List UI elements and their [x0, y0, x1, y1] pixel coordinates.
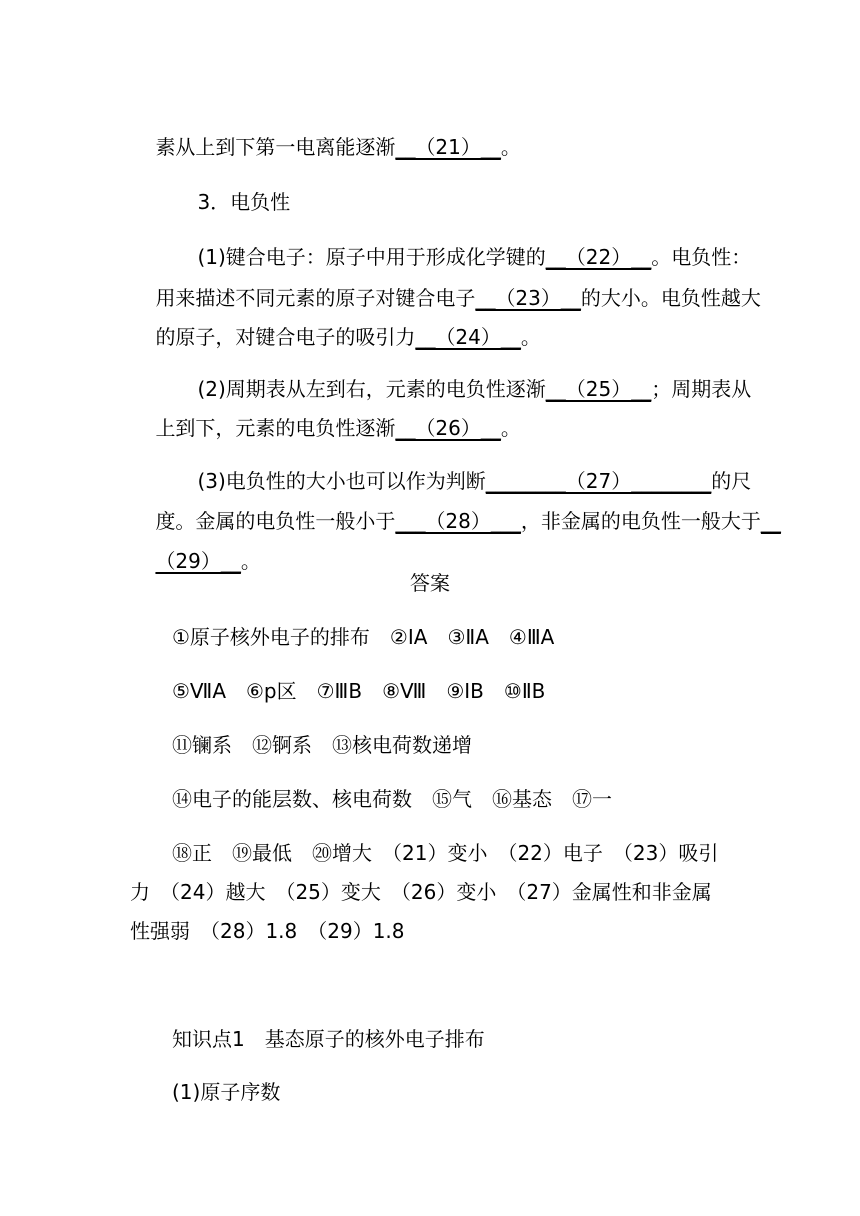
knowledge-point-heading: 知识点1 基态原子的核外电子排布	[172, 1027, 485, 1051]
line-text: ；周期表从	[651, 377, 752, 401]
text-line-1	[130, 102, 521, 159]
text-line-5	[130, 292, 541, 349]
answer-line-1: ①原子核外电子的排布 ②ⅠA ③ⅡA ④ⅢA	[172, 625, 555, 649]
section-heading-electronegativity	[172, 157, 291, 214]
fill-blank-23: __（23）__	[475, 286, 581, 310]
line-text: 用来描述不同元素的原子对键合电子	[155, 286, 476, 310]
line-text: 度。金属的电负性一般小于	[155, 509, 396, 533]
text-line-9	[130, 476, 781, 533]
line-text: 。	[500, 416, 521, 440]
line-text: (3)电负性的大小也可以作为判断	[197, 469, 486, 493]
text-line-3	[172, 212, 752, 269]
answer-line-4: ⑭电子的能层数、核电荷数 ⑮气 ⑯基态 ⑰一	[172, 787, 612, 811]
answer-line-7: 性强弱 （28）1.8 （29）1.8	[130, 919, 405, 943]
line-text: 。	[500, 135, 521, 159]
text-line-8	[172, 436, 752, 493]
line-text: 。	[520, 325, 541, 349]
fill-blank-26: __（26）__	[395, 416, 501, 440]
text-line-7	[130, 383, 521, 440]
text-line-4	[130, 253, 761, 310]
answer-title: 答案	[410, 571, 450, 595]
line-text: 素从上到下第一电离能逐渐	[155, 135, 396, 159]
line-text: 的原子，对键合电子的吸引力	[155, 325, 416, 349]
fill-blank-29: （29）__	[155, 549, 241, 573]
line-text: 上到下，元素的电负性逐渐	[155, 416, 396, 440]
text-line-6	[172, 344, 752, 401]
line-text: (2)周期表从左到右，元素的电负性逐渐	[197, 377, 546, 401]
answer-line-6: 力 （24）越大 （25）变大 （26）变小 （27）金属性和非金属	[130, 880, 712, 904]
line-text: (1)键合电子：原子中用于形成化学键的	[197, 245, 546, 269]
fill-blank-24: __（24）__	[415, 325, 521, 349]
subheading-atomic-number: (1)原子序数	[172, 1080, 281, 1104]
fill-blank-21: __（21）__	[395, 135, 501, 159]
line-text: 。电负性：	[651, 245, 752, 269]
fill-blank-22: __（22）__	[545, 245, 652, 269]
fill-blank-29-start: __	[760, 509, 781, 533]
answer-line-5: ⑱正 ⑲最低 ⑳增大 （21）变小 （22）电子 （23）吸引	[172, 841, 719, 865]
fill-blank-28: ___（28）___	[395, 509, 521, 533]
answer-line-2: ⑤ⅦA ⑥p区 ⑦ⅢB ⑧Ⅷ ⑨ⅠB ⑩ⅡB	[172, 679, 546, 703]
line-text: ，非金属的电负性一般大于	[520, 509, 761, 533]
fill-blank-27: ________（27）________	[485, 469, 712, 493]
answer-line-3: ⑪镧系 ⑫锕系 ⑬核电荷数递增	[172, 733, 472, 757]
line-text: 。	[240, 549, 261, 573]
line-text: 的大小。电负性越大	[580, 286, 761, 310]
heading-text: 3．电负性	[197, 190, 291, 214]
fill-blank-25: __（25）__	[545, 377, 652, 401]
text-line-10	[130, 516, 261, 573]
line-text: 的尺	[711, 469, 752, 493]
